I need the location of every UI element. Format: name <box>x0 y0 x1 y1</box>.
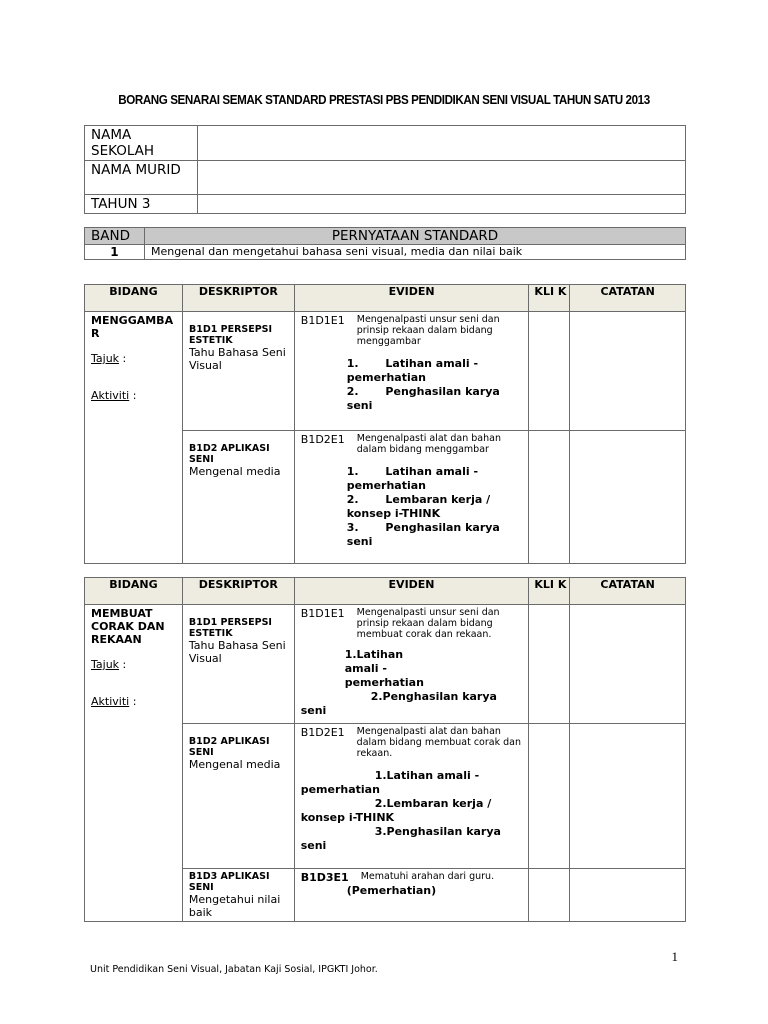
descriptor-text: Mengenal media <box>188 465 281 478</box>
descriptor-cell <box>182 724 294 869</box>
evidence-description: Mengenalpasti alat dan bahan dalam bidang membuat corak dan rekaan. <box>356 726 521 759</box>
evidence-item: 3.Penghasilan karya seni <box>300 825 501 852</box>
klik-checkbox-cell[interactable] <box>529 312 570 431</box>
col-header-bidang: BIDANG <box>85 285 183 312</box>
col-header-deskriptor: DESKRIPTOR <box>182 578 294 605</box>
col-header-klik: KLI K <box>529 285 570 312</box>
band-header: BAND <box>85 228 145 245</box>
evidence-note: (Pemerhatian) <box>346 884 437 897</box>
catatan-cell[interactable] <box>570 312 686 431</box>
col-header-deskriptor: DESKRIPTOR <box>182 285 294 312</box>
bidang-name: MENGGAMBA R <box>91 314 174 340</box>
info-label-school: NAMA SEKOLAH <box>85 126 198 161</box>
student-name-field[interactable] <box>197 161 685 195</box>
catatan-cell[interactable] <box>570 431 686 564</box>
school-name-field[interactable] <box>197 126 685 161</box>
tajuk-label: Tajuk <box>91 658 120 671</box>
evidence-cell <box>294 605 529 724</box>
band-number: 1 <box>85 245 145 260</box>
klik-checkbox-cell[interactable] <box>529 869 570 922</box>
evidence-item: 2. Penghasilan karya seni <box>346 385 500 412</box>
evidence-cell <box>294 312 529 431</box>
aktiviti-label: Aktiviti <box>91 695 130 708</box>
klik-checkbox-cell[interactable] <box>529 724 570 869</box>
statement-header: PERNYATAAN STANDARD <box>144 228 685 245</box>
evidence-item: 1.Latihan amali - pemerhatian <box>300 769 480 796</box>
student-info-table <box>84 125 686 214</box>
col-header-catatan: CATATAN <box>570 285 686 312</box>
evidence-description: Mengenalpasti unsur seni dan prinsip rekaan dalam bidang menggambar <box>356 314 500 347</box>
footer-text: Unit Pendidikan Seni Visual, Jabatan Kaji Sosial, IPGKTI Johor. <box>90 964 378 975</box>
evidence-item: 2.Penghasilan karya seni <box>300 690 497 717</box>
aktiviti-label: Aktiviti <box>91 389 130 402</box>
catatan-cell[interactable] <box>570 605 686 724</box>
evidence-cell <box>294 724 529 869</box>
evidence-item: 2. Lembaran kerja / konsep i-THINK <box>346 493 491 520</box>
evidence-cell <box>294 431 529 564</box>
klik-checkbox-cell[interactable] <box>529 431 570 564</box>
bidang-cell: MEMBUAT CORAK DAN REKAAN Tajuk : Aktiviti : <box>85 605 183 922</box>
descriptor-text: Tahu Bahasa Seni Visual <box>188 639 286 665</box>
descriptor-cell <box>182 605 294 724</box>
evidence-item: 1.Latihan amali - pemerhatian <box>344 648 424 689</box>
descriptor-code: B1D1 PERSEPSI ESTETIK <box>188 324 273 346</box>
catatan-cell[interactable] <box>570 724 686 869</box>
col-header-klik: KLI K <box>529 578 570 605</box>
info-label-year: TAHUN 3 <box>85 195 198 214</box>
page-number: 1 <box>671 949 678 964</box>
evidence-item: 1. Latihan amali - pemerhatian <box>346 465 479 492</box>
col-header-catatan: CATATAN <box>570 578 686 605</box>
catatan-cell[interactable] <box>570 869 686 922</box>
section-corak-rekaan-table <box>84 577 686 922</box>
evidence-item: 3. Penghasilan karya seni <box>346 521 500 548</box>
descriptor-code: B1D1 PERSEPSI ESTETIK <box>188 617 272 639</box>
klik-checkbox-cell[interactable] <box>529 605 570 724</box>
descriptor-cell <box>182 431 294 564</box>
evidence-item: 1. Latihan amali - pemerhatian <box>346 357 479 384</box>
evidence-description: Mengenalpasti unsur seni dan prinsip rekaan dalam bidang membuat corak dan rekaan. <box>356 607 500 640</box>
evidence-code: B1D1E1 <box>300 607 345 620</box>
descriptor-text: Mengenal media <box>188 758 281 771</box>
descriptor-cell <box>182 869 294 922</box>
tajuk-label: Tajuk <box>91 352 120 365</box>
evidence-code: B1D1E1 <box>300 314 345 327</box>
col-header-bidang: BIDANG <box>85 578 183 605</box>
descriptor-code: B1D2 APLIKASI SENI <box>188 736 270 758</box>
bidang-name: MEMBUAT CORAK DAN REKAAN <box>91 607 165 646</box>
evidence-code: B1D3E1 <box>300 871 349 884</box>
evidence-code: B1D2E1 <box>300 726 345 739</box>
band-table <box>84 227 686 260</box>
descriptor-cell <box>182 312 294 431</box>
document-title: BORANG SENARAI SEMAK STANDARD PRESTASI PBS PENDIDIKAN SENI VISUAL TAHUN SATU 2013 <box>118 93 650 107</box>
descriptor-code: B1D2 APLIKASI SENI <box>188 443 270 465</box>
info-label-student: NAMA MURID <box>85 161 198 195</box>
band-statement: Mengenal dan mengetahui bahasa seni visual, media dan nilai baik <box>144 245 685 260</box>
evidence-description: Mengenalpasti alat dan bahan dalam bidang menggambar <box>356 433 501 455</box>
bidang-cell: MENGGAMBA R Tajuk : Aktiviti : <box>85 312 183 564</box>
year-field[interactable] <box>197 195 685 214</box>
section-menggambar-table <box>84 284 686 564</box>
descriptor-text: Tahu Bahasa Seni Visual <box>188 346 286 372</box>
col-header-eviden: EVIDEN <box>294 578 529 605</box>
evidence-description: Mematuhi arahan dari guru. <box>360 871 495 882</box>
evidence-item: 2.Lembaran kerja / konsep i-THINK <box>300 797 492 824</box>
evidence-code: B1D2E1 <box>300 433 345 446</box>
col-header-eviden: EVIDEN <box>294 285 529 312</box>
descriptor-code: B1D3 APLIKASI SENI <box>188 871 270 893</box>
descriptor-text: Mengetahui nilai baik <box>188 893 281 919</box>
evidence-cell <box>294 869 529 922</box>
